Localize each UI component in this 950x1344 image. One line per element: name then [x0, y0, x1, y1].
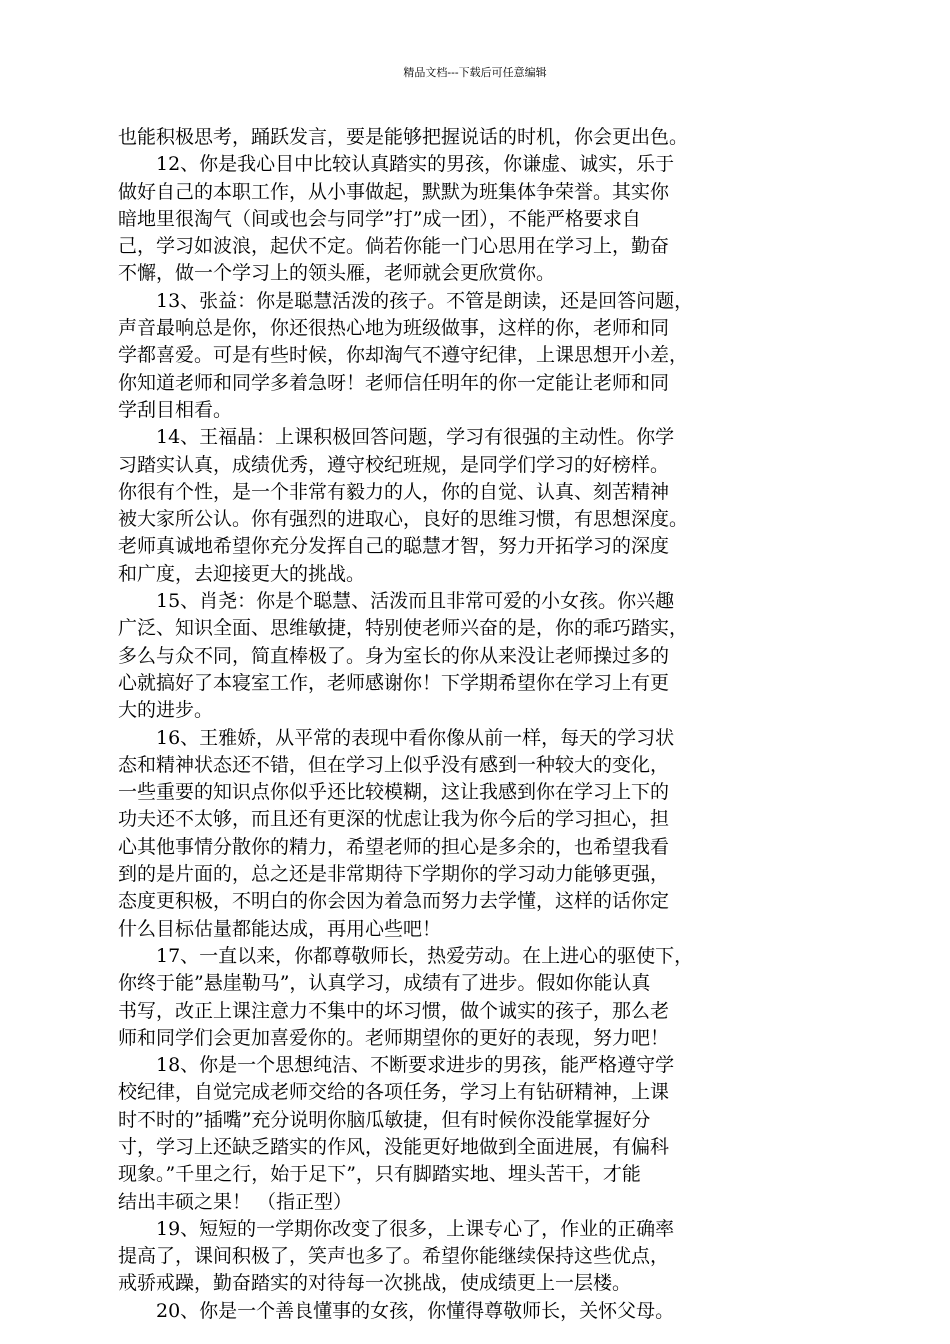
- text-line: 你很有个性，是一个非常有毅力的人，你的自觉、认真、刻苦精神: [118, 480, 670, 503]
- text-line: 15、肖尧：你是个聪慧、活泼而且非常可爱的小女孩。你兴趣: [156, 590, 675, 613]
- text-line: 师和同学们会更加喜爱你的。老师期望你的更好的表现，努力吧！: [118, 1026, 670, 1049]
- text-line: 多么与众不同，简直棒极了。身为室长的你从来没让老师操过多的: [118, 644, 670, 667]
- text-line: 到的是片面的，总之还是非常期待下学期你的学习动力能够更强，: [118, 863, 670, 886]
- text-line: 也能积极思考，踊跃发言，要是能够把握说话的时机，你会更出色。: [118, 126, 689, 148]
- text-line: 被大家所公认。你有强烈的进取心，良好的思维习惯，有思想深度。: [118, 508, 689, 531]
- text-line: 戒骄戒躁，勤奋踏实的对待每一次挑战，使成绩更上一层楼。: [118, 1272, 632, 1295]
- text-line: 己，学习如波浪，起伏不定。倘若你能一门心思用在学习上，勤奋: [118, 235, 670, 258]
- text-line: 和广度，去迎接更大的挑战。: [118, 562, 366, 585]
- text-line: 时不时的”插嘴”充分说明你脑瓜敏捷，但有时候你没能掌握好分: [118, 1108, 651, 1131]
- text-line: 什么目标估量都能达成，再用心些吧！: [118, 917, 442, 940]
- text-line: 14、王福晶：上课积极回答问题，学习有很强的主动性。你学: [156, 426, 675, 449]
- text-line: 19、短短的一学期你改变了很多，上课专心了，作业的正确率: [156, 1217, 675, 1240]
- text-line: 习踏实认真，成绩优秀，遵守校纪班规，是同学们学习的好榜样。: [118, 453, 670, 476]
- text-line: 寸，学习上还缺乏踏实的作风，没能更好地做到全面进展，有偏科: [118, 1135, 670, 1158]
- text-line: 暗地里很淘气（间或也会与同学”打”成一团），不能严格要求自: [118, 207, 641, 230]
- text-line: 学刮目相看。: [118, 398, 233, 421]
- text-line: 一些重要的知识点你似乎还比较模糊，这让我感到你在学习上下的: [118, 781, 670, 804]
- text-line: 你知道老师和同学多着急呀！老师信任明年的你一定能让老师和同: [118, 371, 670, 394]
- text-line: 你终于能”悬崖勒马”，认真学习，成绩有了进步。假如你能认真: [118, 972, 651, 995]
- text-line: 17、一直以来，你都尊敬师长，热爱劳动。在上进心的驱使下，: [156, 944, 694, 967]
- text-line: 提高了，课间积极了，笑声也多了。希望你能继续保持这些优点，: [118, 1245, 670, 1268]
- text-line: 结出丰硕之果！ （指正型）: [118, 1190, 353, 1213]
- document-body: [118, 124, 832, 1325]
- text-line: 做好自己的本职工作，从小事做起，默默为班集体争荣誉。其实你: [118, 180, 670, 203]
- text-line: 声音最响总是你，你还很热心地为班级做事，这样的你，老师和同: [118, 317, 670, 340]
- text-line: 态和精神状态还不错，但在学习上似乎没有感到一种较大的变化，: [118, 753, 670, 776]
- text-line: 书写，改正上课注意力不集中的坏习惯，做个诚实的孩子，那么老: [118, 999, 670, 1022]
- text-line: 学都喜爱。可是有些时候，你却淘气不遵守纪律，上课思想开小差，: [118, 344, 689, 367]
- text-line: 功夫还不太够，而且还有更深的忧虑让我为你今后的学习担心，担: [118, 808, 670, 831]
- text-line: 12、你是我心目中比较认真踏实的男孩，你谦虚、诚实，乐于: [156, 153, 675, 176]
- text-line: 18、你是一个思想纯洁、不断要求进步的男孩，能严格遵守学: [156, 1054, 675, 1077]
- text-line: 广泛、知识全面、思维敏捷，特别使老师兴奋的是，你的乖巧踏实，: [118, 617, 689, 640]
- text-line: 心其他事情分散你的精力，希望老师的担心是多余的，也希望我看: [118, 835, 670, 858]
- text-line: 20、你是一个善良懂事的女孩，你懂得尊敬师长，关怀父母。: [156, 1299, 675, 1322]
- text-line: 态度更积极，不明白的你会因为着急而努力去学懂，这样的话你定: [118, 890, 670, 913]
- text-line: 现象。”千里之行，始于足下”，只有脚踏实地、埋头苦干，才能: [118, 1163, 641, 1186]
- text-line: 心就搞好了本寝室工作，老师感谢你！下学期希望你在学习上有更: [118, 671, 670, 694]
- text-line: 大的进步。: [118, 699, 214, 722]
- text-line: 校纪律，自觉完成老师交给的各项任务，学习上有钻研精神，上课: [118, 1081, 670, 1104]
- text-line: 16、王雅娇，从平常的表现中看你像从前一样，每天的学习状: [156, 726, 675, 749]
- text-line: 不懈，做一个学习上的领头雁，老师就会更欣赏你。: [118, 262, 556, 285]
- page-header: 精品文档---下载后可任意编辑: [403, 66, 547, 79]
- text-line: 老师真诚地希望你充分发挥自己的聪慧才智，努力开拓学习的深度: [118, 535, 670, 558]
- text-line: 13、张益：你是聪慧活泼的孩子。不管是朗读，还是回答问题，: [156, 289, 694, 312]
